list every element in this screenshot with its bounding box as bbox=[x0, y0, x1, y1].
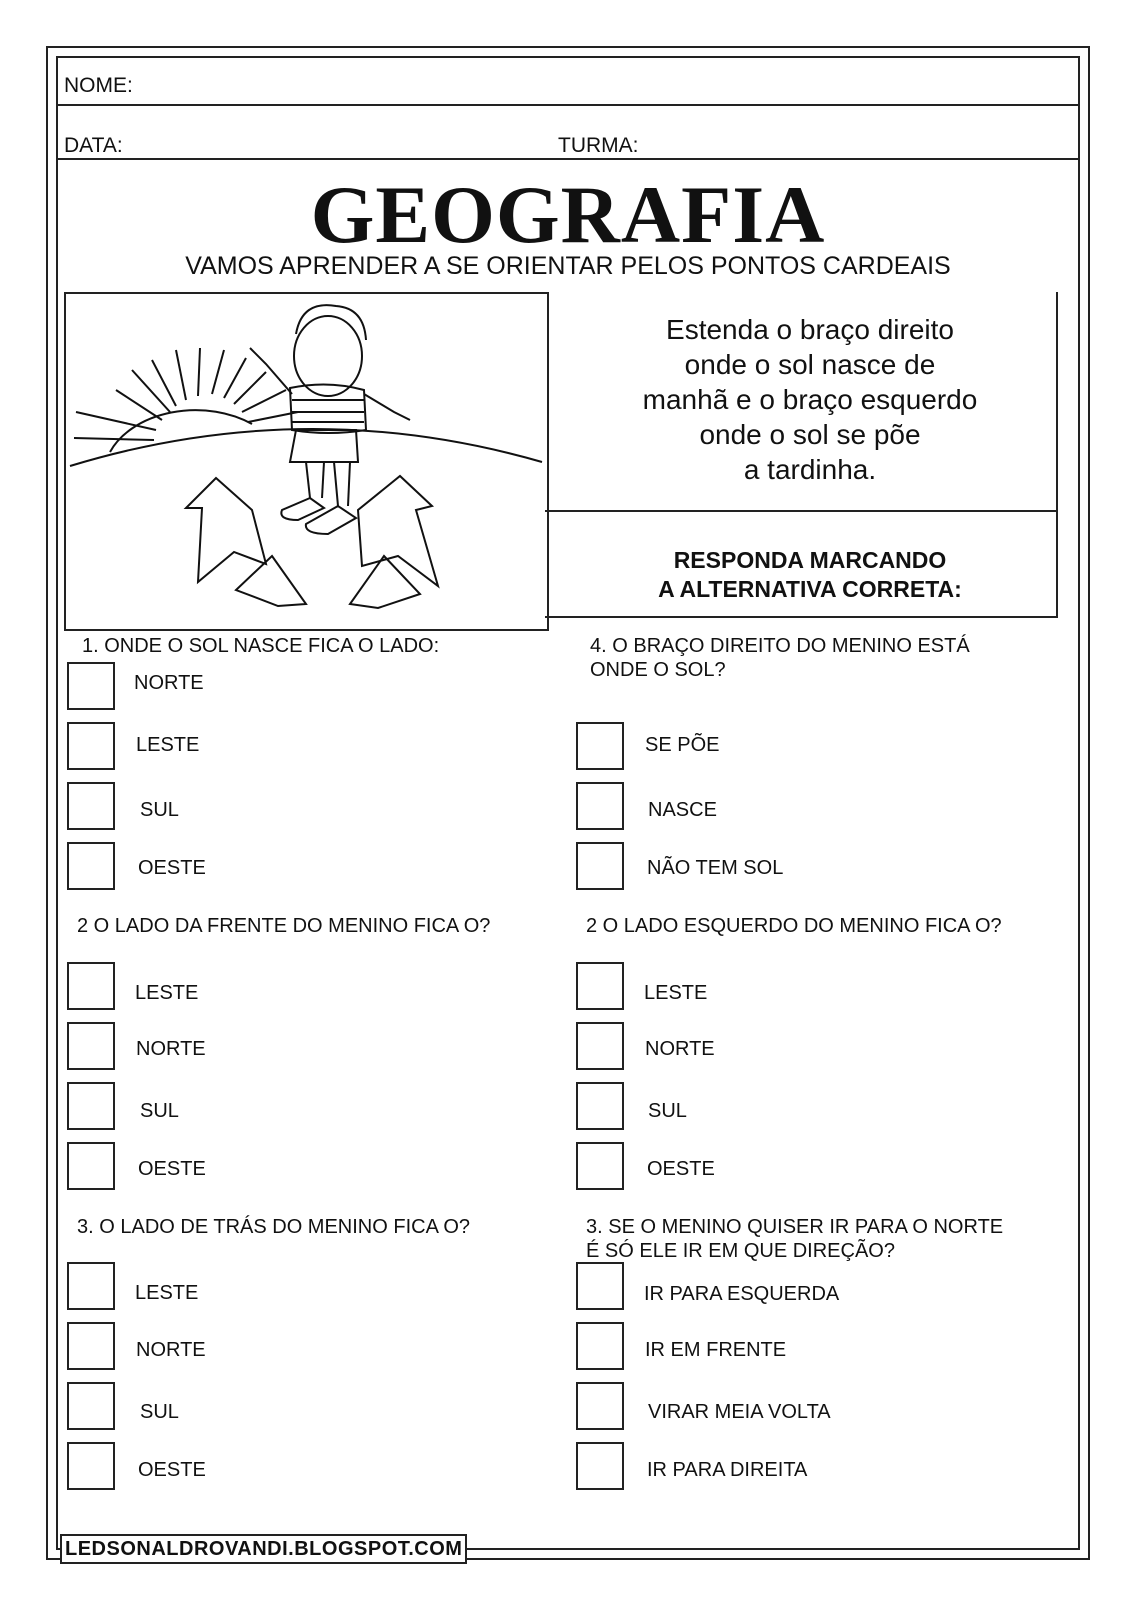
divider-nome bbox=[56, 104, 1078, 106]
answer-checkbox[interactable] bbox=[67, 782, 115, 830]
answer-checkbox[interactable] bbox=[576, 842, 624, 890]
blog-url-footer: LEDSONALDROVANDI.BLOGSPOT.COM bbox=[60, 1534, 467, 1564]
option-label: SUL bbox=[140, 1401, 179, 1423]
option-label: LESTE bbox=[136, 734, 200, 756]
question-text: 3. O LADO DE TRÁS DO MENINO FICA O? bbox=[77, 1216, 471, 1238]
option-label: NÃO TEM SOL bbox=[647, 857, 784, 879]
option-label: OESTE bbox=[138, 857, 206, 879]
answer-checkbox[interactable] bbox=[576, 1022, 624, 1070]
answer-checkbox[interactable] bbox=[67, 1322, 115, 1370]
question-3-back bbox=[77, 1215, 470, 1239]
answer-checkbox[interactable] bbox=[67, 662, 115, 710]
question-text: 2 O LADO DA FRENTE DO MENINO FICA O? bbox=[77, 915, 491, 937]
option-label: NORTE bbox=[136, 1038, 206, 1060]
question-text: 2 O LADO ESQUERDO DO MENINO FICA O? bbox=[586, 915, 1002, 937]
answer-checkbox[interactable] bbox=[67, 1142, 115, 1190]
option-label: OESTE bbox=[138, 1459, 206, 1481]
answer-checkbox[interactable] bbox=[67, 842, 115, 890]
instruction-line: manhã e o braço esquerdo bbox=[642, 384, 978, 415]
option-label: IR PARA DIREITA bbox=[647, 1459, 808, 1481]
answer-checkbox[interactable] bbox=[576, 1382, 624, 1430]
boy-sun-drawing bbox=[66, 294, 547, 629]
option-label: NORTE bbox=[645, 1038, 715, 1060]
answer-checkbox[interactable] bbox=[576, 1142, 624, 1190]
option-label: SUL bbox=[140, 799, 179, 821]
answer-checkbox[interactable] bbox=[576, 782, 624, 830]
answer-checkbox[interactable] bbox=[67, 1442, 115, 1490]
answer-checkbox[interactable] bbox=[67, 722, 115, 770]
option-label: LESTE bbox=[135, 1282, 199, 1304]
divider-respond bbox=[545, 616, 1056, 618]
instruction-text bbox=[560, 312, 1060, 487]
question-text: ONDE O SOL? bbox=[590, 659, 726, 681]
option-label: LESTE bbox=[644, 982, 708, 1004]
page-subtitle: VAMOS APRENDER A SE ORIENTAR PELOS PONTOS CARDEAIS bbox=[185, 252, 951, 280]
respond-line: A ALTERNATIVA CORRETA: bbox=[658, 576, 962, 602]
answer-checkbox[interactable] bbox=[576, 962, 624, 1010]
answer-checkbox[interactable] bbox=[67, 1082, 115, 1130]
instruction-line: a tardinha. bbox=[743, 454, 877, 485]
instruction-line: onde o sol nasce de bbox=[684, 349, 936, 380]
option-label: NORTE bbox=[134, 672, 204, 694]
instruction-line: Estenda o braço direito bbox=[666, 314, 954, 345]
question-text: 1. ONDE O SOL NASCE FICA O LADO: bbox=[82, 635, 440, 657]
option-label: VIRAR MEIA VOLTA bbox=[648, 1401, 831, 1423]
answer-checkbox[interactable] bbox=[67, 1022, 115, 1070]
data-label: DATA: bbox=[64, 134, 123, 157]
instruction-line: onde o sol se põe bbox=[699, 419, 921, 450]
answer-checkbox[interactable] bbox=[67, 1262, 115, 1310]
option-label: IR EM FRENTE bbox=[645, 1339, 787, 1361]
option-label: SUL bbox=[140, 1100, 179, 1122]
question-text: 4. O BRAÇO DIREITO DO MENINO ESTÁ bbox=[590, 635, 970, 657]
respond-heading bbox=[560, 546, 1060, 604]
nome-label: NOME: bbox=[64, 74, 133, 97]
option-label: SE PÕE bbox=[645, 734, 720, 756]
answer-checkbox[interactable] bbox=[67, 962, 115, 1010]
question-text: 3. SE O MENINO QUISER IR PARA O NORTE bbox=[586, 1216, 1004, 1238]
boy-compass-illustration bbox=[64, 292, 549, 631]
question-2-left bbox=[586, 914, 1002, 938]
option-label: NORTE bbox=[136, 1339, 206, 1361]
option-label: OESTE bbox=[138, 1158, 206, 1180]
answer-checkbox[interactable] bbox=[576, 1082, 624, 1130]
divider-instruction bbox=[545, 510, 1056, 512]
option-label: SUL bbox=[648, 1100, 687, 1122]
answer-checkbox[interactable] bbox=[576, 1442, 624, 1490]
answer-checkbox[interactable] bbox=[576, 722, 624, 770]
option-label: OESTE bbox=[647, 1158, 715, 1180]
option-label: LESTE bbox=[135, 982, 199, 1004]
question-1 bbox=[82, 634, 439, 658]
answer-checkbox[interactable] bbox=[67, 1382, 115, 1430]
answer-checkbox[interactable] bbox=[576, 1322, 624, 1370]
answer-checkbox[interactable] bbox=[576, 1262, 624, 1310]
page-title: GEOGRAFIA bbox=[310, 169, 826, 260]
question-2-front bbox=[77, 914, 490, 938]
respond-line: RESPONDA MARCANDO bbox=[673, 547, 947, 573]
option-label: NASCE bbox=[648, 799, 717, 821]
turma-label: TURMA: bbox=[558, 134, 639, 157]
question-3-north bbox=[586, 1215, 1003, 1263]
question-4 bbox=[590, 634, 970, 682]
divider-data bbox=[56, 158, 1078, 160]
question-text: É SÓ ELE IR EM QUE DIREÇÃO? bbox=[586, 1240, 895, 1262]
option-label: IR PARA ESQUERDA bbox=[644, 1283, 840, 1305]
